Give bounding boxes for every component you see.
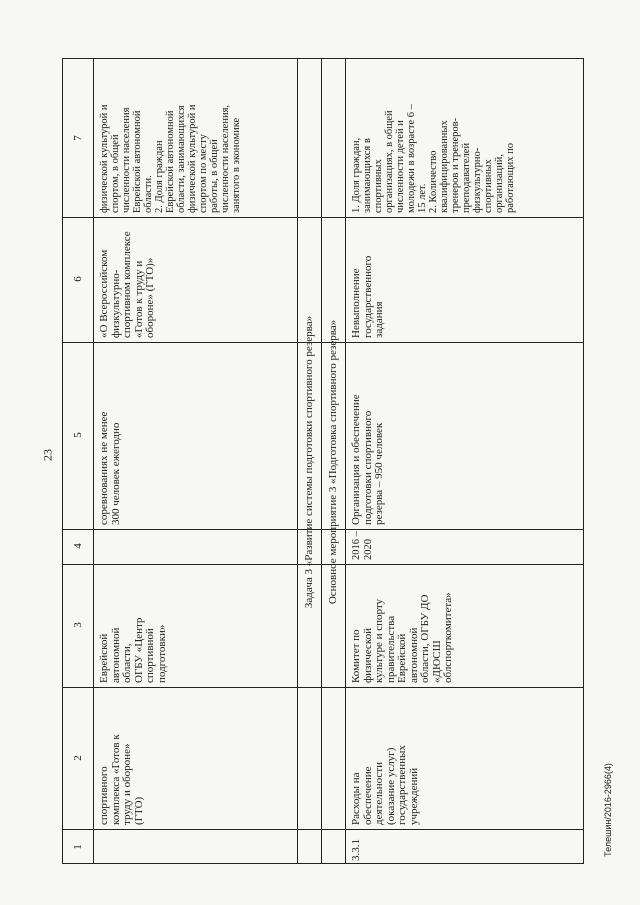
task-heading: Задача 3 «Развитие системы подготовки спортивного резерва» bbox=[303, 315, 315, 609]
col-border-2-3 bbox=[63, 687, 583, 688]
cont-measure-name: спортивного комплекса «Готов к труду и обороне» (ГТО) bbox=[98, 734, 145, 825]
col-num-2: 2 bbox=[72, 755, 84, 761]
row-331-period: 2016 – 2020 bbox=[351, 531, 374, 560]
cont-executor: Еврейской автономной области, ОГБУ «Центр спортивной подготовки» bbox=[98, 617, 168, 683]
row-331-executor: Комитет по физической культуре и спорту правительства Еврейской автономной области, ОГБУ ДО «ДЮСШ облспорткомитета» bbox=[350, 592, 454, 683]
col-border-3-4 bbox=[63, 564, 583, 565]
col-num-3: 3 bbox=[72, 622, 84, 628]
col-border-6-7 bbox=[63, 217, 583, 218]
col-num-4: 4 bbox=[72, 543, 84, 549]
row-331-consequences: Невыполнение государственного задания bbox=[350, 255, 385, 338]
row-331-measure-name: Расходы на обеспечение деятельности (оказание услуг) государственных учреждений bbox=[350, 745, 420, 825]
cont-expected-result: соревнованиях не менее 300 человек ежегодно bbox=[98, 411, 122, 525]
col-num-7: 7 bbox=[72, 135, 84, 141]
cont-indicators: физической культурой и спортом, в общей численности населения Еврейской автономной области. 2. Доля граждан Еврейской автономной области, занимающихся физической культурой и спортом по месту работы, в общей численности населения, занятого в экономике bbox=[99, 104, 242, 213]
row-border-continuation bbox=[297, 59, 298, 863]
row-331-number: 3.3.1 bbox=[350, 839, 362, 861]
col-num-6: 6 bbox=[72, 276, 84, 282]
row-border-task bbox=[321, 59, 322, 863]
row-border-event bbox=[345, 59, 346, 863]
col-num-1: 1 bbox=[72, 844, 84, 850]
row-331-indicators: 1. Доля граждан, занимающихся в спортивных организациях, в общей численности детей и молодежи в возрасте 6 – 15 лет. 2. Количество квалифицированных тренеров и тренеров- преподавателей физкультурно- спортивных организаций, работающих по bbox=[351, 104, 516, 213]
col-num-5: 5 bbox=[72, 432, 84, 438]
page-number: 23 bbox=[40, 449, 55, 461]
footer-code: Телешин/2016-2966(4) bbox=[603, 763, 613, 857]
row-border-header bbox=[93, 59, 94, 863]
col-border-4-5 bbox=[63, 529, 583, 530]
event-heading: Основное мероприятие 3 «Подготовка спортивного резерва» bbox=[327, 319, 339, 605]
row-331-expected-result: Организация и обеспечение подготовки спортивного резерва – 950 человек bbox=[350, 394, 385, 525]
cont-consequences: «О Всероссийском физкультурно- спортивном комплексе «Готов к труду и обороне» (ГТО)» bbox=[98, 231, 156, 338]
col-border-5-6 bbox=[63, 342, 583, 343]
col-border-1-2 bbox=[63, 829, 583, 830]
program-table bbox=[62, 58, 584, 864]
